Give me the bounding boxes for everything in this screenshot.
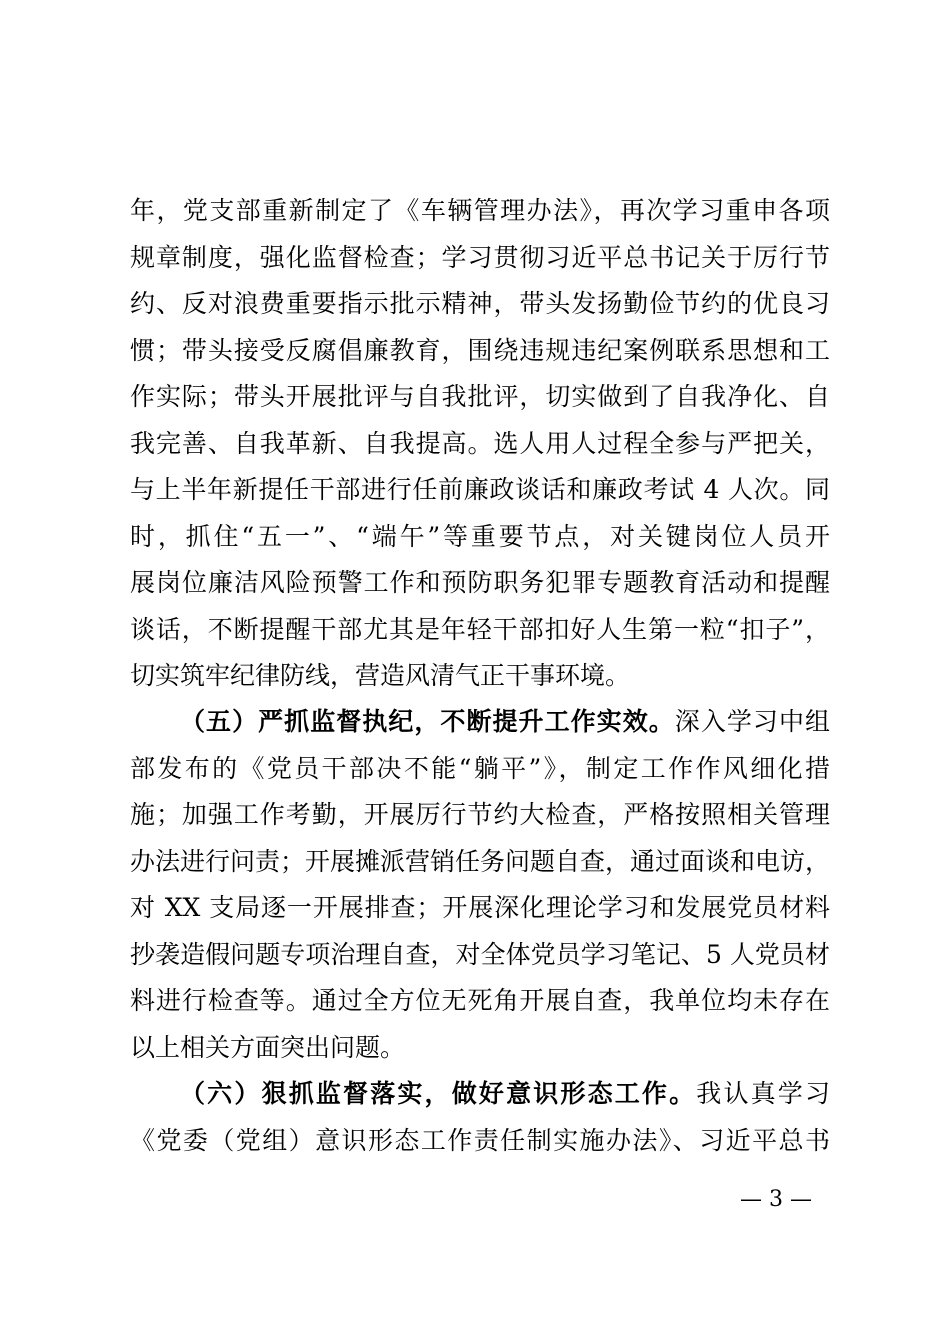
body-line: 年，党支部重新制定了《车辆管理办法》，再次学习重申各项 <box>130 196 830 225</box>
body-line: 对 XX 支局逐一开展排查；开展深化理论学习和发展党员材料 <box>130 893 830 922</box>
section-six-paragraph <box>130 1071 830 1164</box>
body-line: 惯；带头接受反腐倡廉教育，围绕违规违纪案例联系思想和工 <box>130 335 830 365</box>
body-line: 谈话，不断提醒干部尤其是年轻干部扣好人生第一粒“扣子”， <box>130 614 830 644</box>
body-line: 《党委（党组）意识形态工作责任制实施办法》、习近平总书 <box>130 1125 830 1155</box>
page-number: — 3 — <box>740 1187 812 1212</box>
section-five-first-line-rest: 深入学习中组 <box>674 707 830 736</box>
body-line: 约、反对浪费重要指示批示精神，带头发扬勤俭节约的优良习 <box>130 289 830 318</box>
body-line: 规章制度，强化监督检查；学习贯彻习近平总书记关于厉行节 <box>130 242 830 272</box>
body-line: 我完善、自我革新、自我提高。选人用人过程全参与严把关， <box>130 428 830 458</box>
body-line: 办法进行问责；开展摊派营销任务问题自查，通过面谈和电访， <box>130 846 831 876</box>
section-five-paragraph <box>130 699 830 1071</box>
section-six-heading: （六）狠抓监督落实，做好意识形态工作。 <box>180 1079 697 1108</box>
body-line: 以上相关方面突出问题。 <box>130 1032 406 1062</box>
body-line: 抄袭造假问题专项治理自查，对全体党员学习笔记、5 人党员材 <box>130 939 830 969</box>
body-line: 料进行检查等。通过全方位无死角开展自查，我单位均未存在 <box>130 986 830 1015</box>
section-five-heading: （五）严抓监督执纪，不断提升工作实效。 <box>180 707 675 736</box>
body-line: 部发布的《党员干部决不能“躺平”》，制定工作作风细化措 <box>130 753 830 783</box>
section-six-first-line-rest: 我认真学习 <box>696 1079 830 1108</box>
section-six-first-line <box>130 1071 830 1118</box>
body-line: 作实际；带头开展批评与自我批评，切实做到了自我净化、自 <box>130 382 830 411</box>
body-line: 切实筑牢纪律防线，营造风清气正干事环境。 <box>130 661 631 690</box>
body-line: 展岗位廉洁风险预警工作和预防职务犯罪专题教育活动和提醒 <box>130 568 830 597</box>
body-line: 与上半年新提任干部进行任前廉政谈话和廉政考试 4 人次。同 <box>130 475 830 504</box>
body-line: 时，抓住“五一”、“端午”等重要节点，对关键岗位人员开 <box>130 521 830 551</box>
body-line: 施；加强工作考勤，开展厉行节约大检查，严格按照相关管理 <box>130 800 830 829</box>
section-five-first-line <box>130 699 830 746</box>
paragraph-continued <box>130 188 830 700</box>
